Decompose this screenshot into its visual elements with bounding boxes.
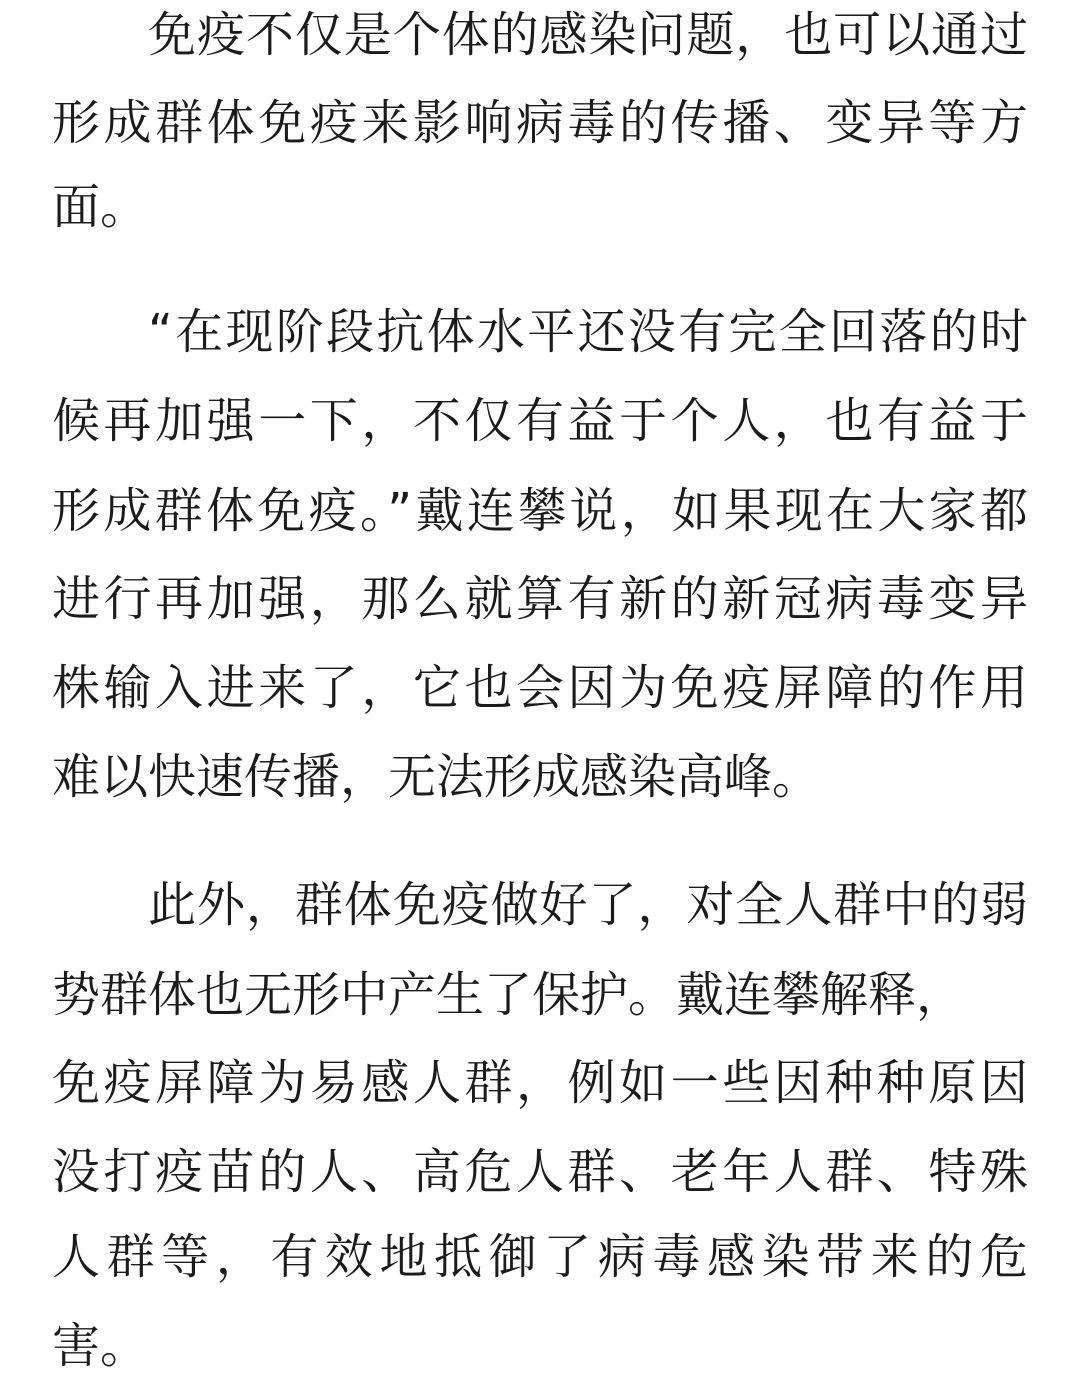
text-line: 免疫不仅是个体的感染问题，也可以通过 [148, 7, 1028, 63]
text-line: 形成群体免疫。”戴连攀说，如果现在大家都 [52, 483, 1028, 539]
text-line: 进行再加强，那么就算有新的新冠病毒变异 [52, 571, 1028, 627]
text-line: 形成群体免疫来影响病毒的传播、变异等方 [52, 95, 1028, 151]
text-line: 没打疫苗的人、高危人群、老年人群、特殊 [52, 1144, 1028, 1200]
text-line: 难以快速传播，无法形成感染高峰。 [52, 749, 821, 805]
text-line: 此外，群体免疫做好了，对全人群中的弱 [148, 877, 1028, 933]
text-line: 候再加强一下，不仅有益于个人，也有益于 [52, 393, 1028, 449]
text-line: “在现阶段抗体水平还没有完全回落的时 [148, 304, 1028, 360]
text-line: 人群等，有效地抵御了病毒感染带来的危 [52, 1229, 1028, 1285]
text-line: 免疫屏障为易感人群，例如一些因种种原因 [52, 1055, 1028, 1111]
text-line: 面。 [52, 179, 149, 235]
text-line: 势群体也无形中产生了保护。戴连攀解释， [52, 967, 965, 1023]
text-line: 害。 [52, 1318, 149, 1374]
text-line: 株输入进来了，它也会因为免疫屏障的作用 [52, 660, 1028, 716]
